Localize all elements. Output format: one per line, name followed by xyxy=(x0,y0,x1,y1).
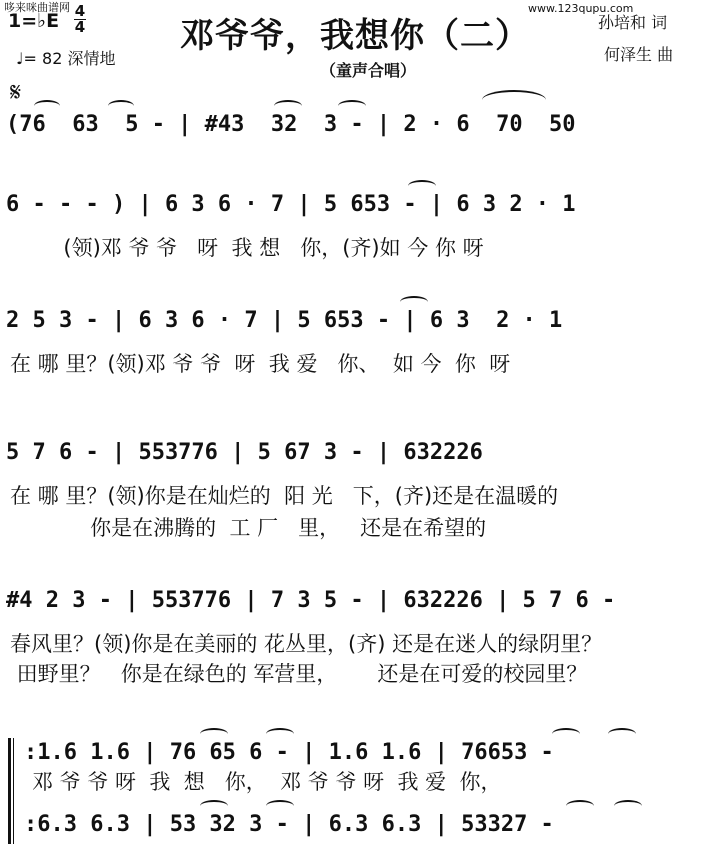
notation-line: 5 7 6 - | 553776 | 5 67 3 - | 632226 xyxy=(6,440,483,465)
song-subtitle: （童声合唱） xyxy=(320,61,417,80)
score-line-2 xyxy=(4,192,717,282)
score-line-6-upper xyxy=(4,740,717,800)
notation-line: :1.6 1.6 | 76 65 6 - | 1.6 1.6 | 76653 - xyxy=(24,740,554,765)
lyric-line-verse-2: 你是在沸腾的 工 厂 里， 还是在希望的 xyxy=(10,516,487,540)
lyric-line: 邓 爷 爷 呀 我 想 你， 邓 爷 爷 呀 我 爱 你， xyxy=(32,770,502,794)
tie-arc xyxy=(266,800,294,812)
segno-icon: 𝄋 xyxy=(10,78,22,108)
time-signature xyxy=(74,4,86,35)
score-line-5 xyxy=(4,588,717,688)
notation-line: #4 2 3 - | 553776 | 7 3 5 - | 632226 | 5 7 6 - xyxy=(6,588,616,613)
tie-arc xyxy=(200,800,228,812)
tie-arc xyxy=(200,728,228,740)
tie-arc xyxy=(266,728,294,740)
tie-arc xyxy=(566,800,594,812)
tie-arc xyxy=(400,296,428,308)
site-url-watermark: www.123qupu.com xyxy=(528,2,634,15)
tie-arc xyxy=(108,100,134,112)
notation-line: 6 - - - ) | 6 3 6 · 7 | 5 653 - | 6 3 2 · 1 xyxy=(6,192,576,217)
tempo-marking: ♩= 82 深情地 xyxy=(16,49,116,68)
time-signature-bottom: 4 xyxy=(74,18,86,36)
song-title: 邓爷爷，我想你（二） xyxy=(180,16,530,56)
tie-arc xyxy=(408,180,436,192)
notation-line: :6.3 6.3 | 53 32 3 - | 6.3 6.3 | 53327 - xyxy=(24,812,554,837)
time-signature-top: 4 xyxy=(74,2,86,20)
tie-arc xyxy=(34,100,60,112)
score-line-3 xyxy=(4,308,717,398)
lyric-line-verse-2: 田野里？ 你是在绿色的 军营里， 还是在可爱的校园里？ xyxy=(10,662,588,686)
lyric-line: 春风里？(领)你是在美丽的 花丛里，(齐) 还是在迷人的绿阴里？ xyxy=(10,632,603,656)
notation-line: 2 5 3 - | 6 3 6 · 7 | 5 653 - | 6 3 2 · 1 xyxy=(6,308,563,333)
tie-arc xyxy=(274,100,302,112)
site-watermark: 哆来咪曲谱网 xyxy=(4,1,70,14)
tie-arc xyxy=(608,728,636,740)
notation-line: (76 63 5 - | #43 32 3 - | 2 · 6 70 50 xyxy=(6,112,576,137)
score-line-6-lower xyxy=(4,812,717,848)
lyric-line: 在 哪 里？(领)邓 爷 爷 呀 我 爱 你、 如 今 你 呀 xyxy=(10,352,511,376)
tie-arc xyxy=(338,100,366,112)
tie-arc xyxy=(614,800,642,812)
slur-arc xyxy=(482,90,546,110)
lyric-line: 在 哪 里？(领)你是在灿烂的 阳 光 下，(齐)还是在温暖的 xyxy=(10,484,559,508)
score-line-4 xyxy=(4,440,717,540)
lyric-line: (领)邓 爷 爷 呀 我 想 你，(齐)如 今 你 呀 xyxy=(10,236,484,260)
lyricist-credit: 孙培和 词 xyxy=(598,13,668,32)
key-signature: 1=♭E xyxy=(8,10,60,32)
tie-arc xyxy=(552,728,580,740)
composer-credit: 何泽生 曲 xyxy=(604,45,674,64)
score-line-1 xyxy=(4,112,717,152)
